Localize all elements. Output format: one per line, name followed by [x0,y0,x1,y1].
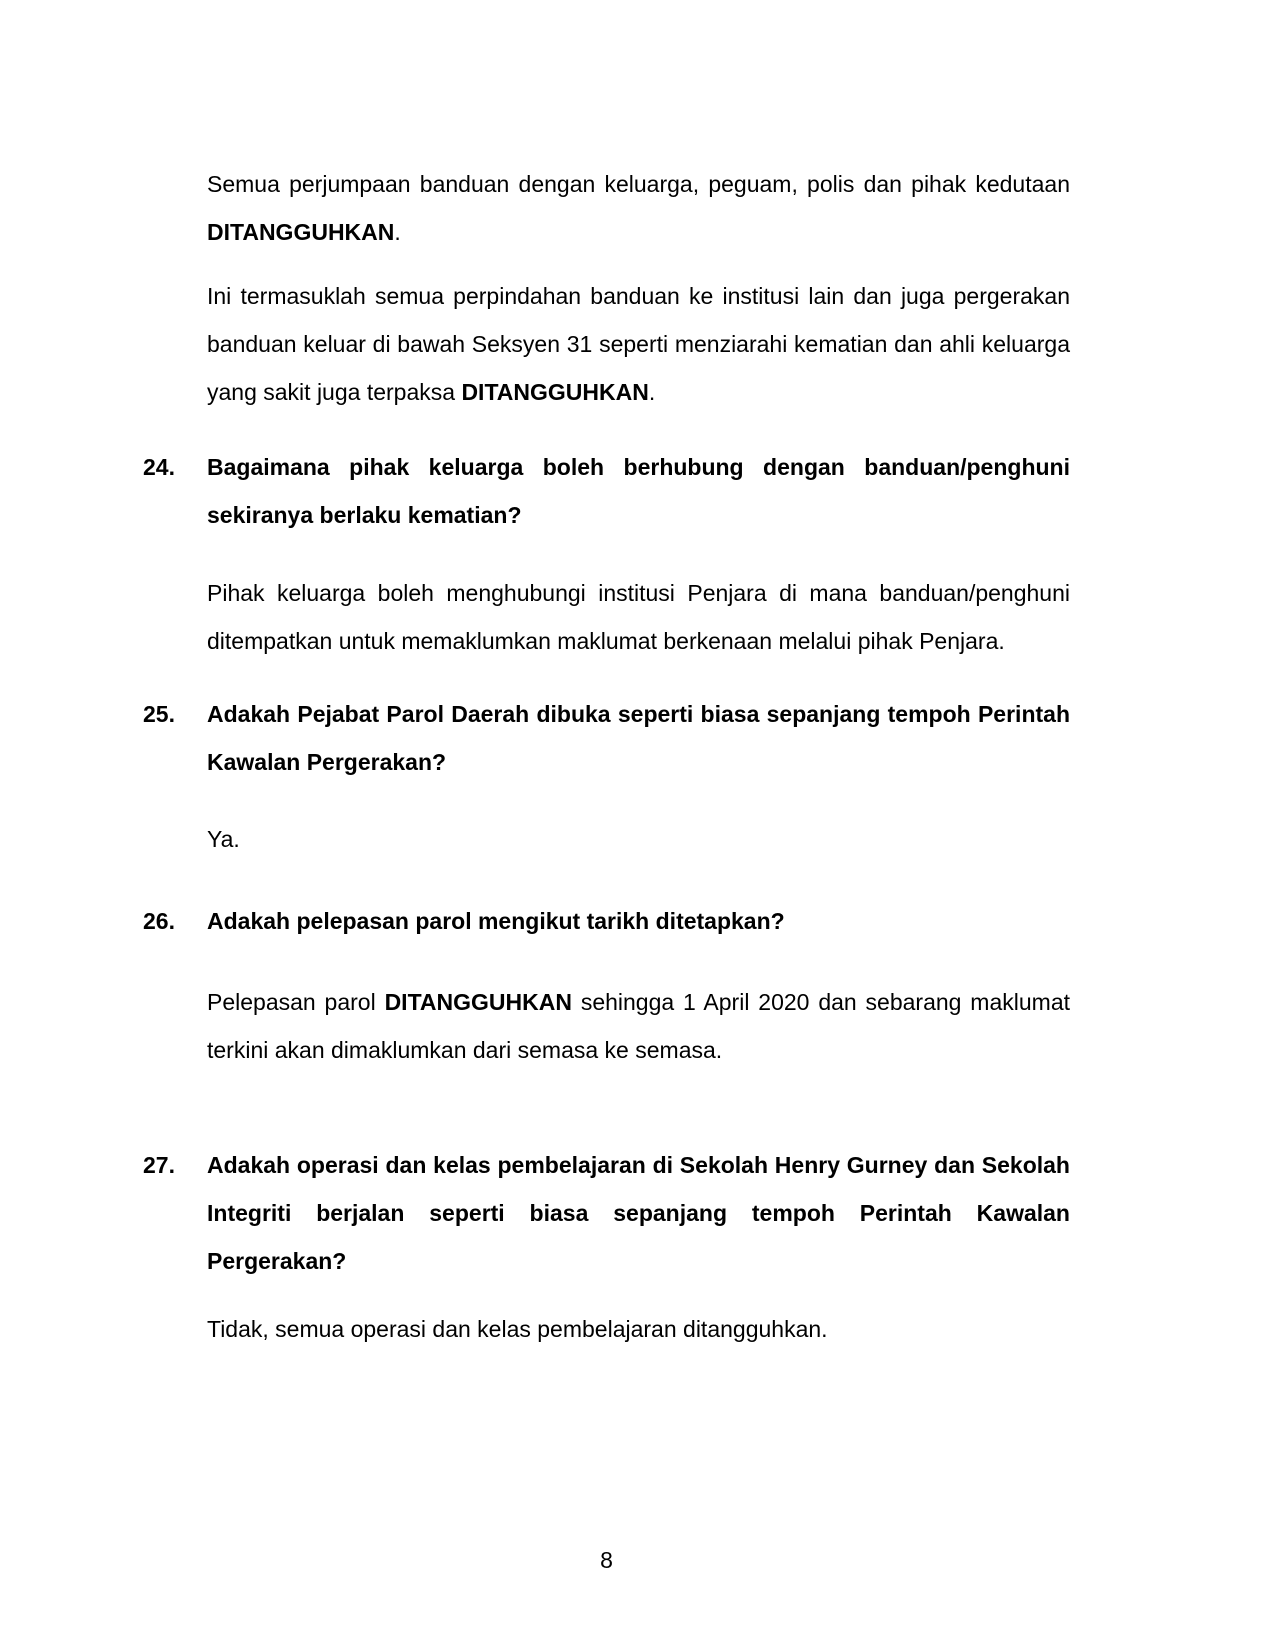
page-number: 8 [600,1547,613,1573]
document-content [143,160,1070,1376]
answer-26-text [207,978,1070,1074]
intro-paragraph-1-bold-keyword: DITANGGUHKAN [207,219,395,245]
faq-item-24 [143,443,1070,539]
question-27-text: Adakah operasi dan kelas pembelajaran di Sekolah Henry Gurney dan Sekolah Integriti berjalan seperti biasa sepanjang tempoh Perintah Kawalan Pergerakan? [207,1152,1070,1274]
intro-paragraph-1-text: Semua perjumpaan banduan dengan keluarga, peguam, polis dan pihak kedutaan [207,171,1070,197]
faq-item-26 [143,897,1070,945]
question-26-number: 26. [143,908,175,934]
question-25-number: 25. [143,701,175,727]
answer-26-pre: Pelepasan parol [207,989,385,1015]
question-24-text: Bagaimana pihak keluarga boleh berhubung dengan banduan/penghuni sekiranya berlaku kematian? [207,454,1070,528]
intro-paragraph-2 [207,272,1070,416]
answer-26-bold-keyword: DITANGGUHKAN [384,989,572,1015]
intro-paragraph-1 [207,160,1070,256]
question-26-text: Adakah pelepasan parol mengikut tarikh ditetapkan? [207,908,785,934]
question-27-number: 27. [143,1152,175,1178]
question-24-number: 24. [143,454,175,480]
answer-27-text: Tidak, semua operasi dan kelas pembelajaran ditangguhkan. [207,1316,828,1342]
faq-item-27 [143,1141,1070,1285]
intro-paragraph-2-period: . [648,379,656,405]
faq-item-25 [143,690,1070,786]
intro-paragraph-2-text: Ini termasuklah semua perpindahan banduan ke institusi lain dan juga pergerakan banduan keluar di bawah Seksyen 31 seperti menziarahi kematian dan ahli keluarga yang sakit juga terpaksa [207,283,1070,405]
answer-26-post: sehingga 1 April 2020 dan sebarang maklumat terkini akan dimaklumkan dari semasa ke semasa. [207,989,1071,1063]
answer-25-text: Ya. [207,826,240,852]
intro-paragraph-1-period: . [394,219,401,245]
intro-paragraph-2-bold-keyword: DITANGGUHKAN [461,379,649,405]
answer-24-text: Pihak keluarga boleh menghubungi institusi Penjara di mana banduan/penghuni ditempatkan untuk memaklumkan maklumat berkenaan melalui pihak Penjara. [207,580,1070,654]
question-25-text: Adakah Pejabat Parol Daerah dibuka seperti biasa sepanjang tempoh Perintah Kawalan Pergerakan? [207,701,1070,775]
